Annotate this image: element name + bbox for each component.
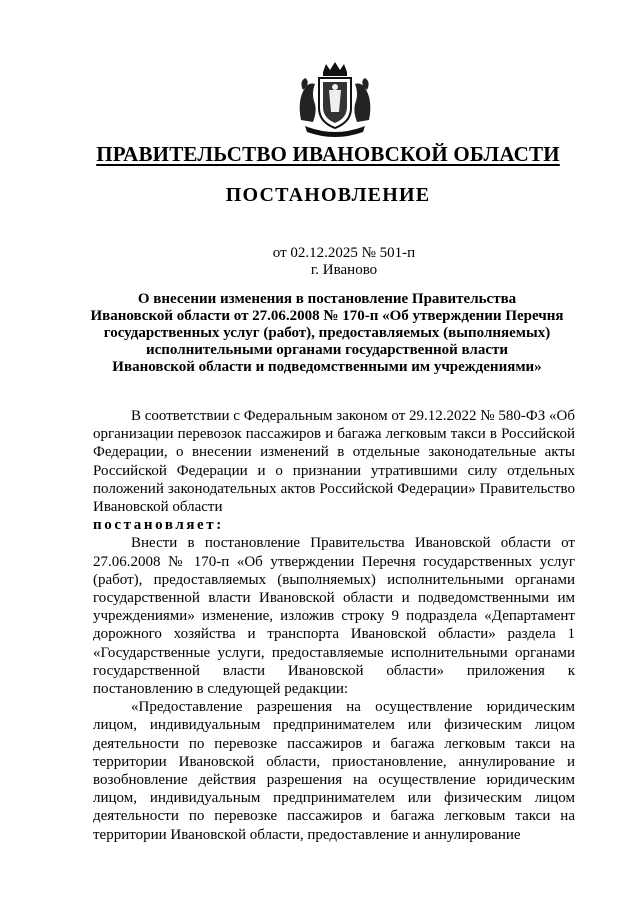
coat-of-arms-icon bbox=[295, 60, 375, 138]
subject-line: государственных услуг (работ), предоставляемых (выполняемых) bbox=[103, 325, 551, 341]
city: г. Иваново bbox=[310, 262, 378, 278]
date-number: от 02.12.2025 № 501-п bbox=[272, 245, 416, 261]
document-type: ПОСТАНОВЛЕНИЕ bbox=[225, 184, 431, 206]
document-subject bbox=[82, 291, 572, 376]
organization-title: ПРАВИТЕЛЬСТВО ИВАНОВСКОЙ ОБЛАСТИ bbox=[96, 142, 560, 166]
resolves-word: постановляет: bbox=[93, 517, 224, 534]
body-paragraph: «Предоставление разрешения на осуществление юридическим лицом, индивидуальным предпринимателем или физическим лицом деятельности по перевозке пассажиров и багажа легковым такси на территории Ивановской области, приостановление, аннулирование и возобновление действия разрешения на осуществление юридическим лицом, индивидуальным предпринимателем или физическим лицом деятельности по перевозке пассажиров и багажа легковым такси на территории Ивановской области, предоставление и аннулирование bbox=[93, 699, 575, 843]
preamble-text: В соответствии с Федеральным законом от 29.12.2022 № 580-ФЗ «Об организации перевозок пассажиров и багажа легковым такси в Российской Федерации, о внесении изменений в отдельные законодательные акты Российской Федерации и о признании утратившими силу отдельных положений законодательных актов Российской Федерации» Правительство Ивановской области bbox=[93, 408, 575, 516]
document-body bbox=[93, 407, 575, 844]
subject-line: Ивановской области и подведомственными им учреждениями» bbox=[112, 359, 542, 375]
body-paragraph: Внести в постановление Правительства Ивановской области от 27.06.2008 № 170-п «Об утверждении Перечня государственных услуг (работ), предоставляемых (выполняемых) исполнительными органами государственной власти Ивановской области и подведомственными им учреждениями» изменение, изложив строку 9 подраздела «Департамент дорожного хозяйства и транспорта Ивановской области» раздела 1 «Государственные услуги, предоставляемые исполнительными органами государственной власти Ивановской области» приложения к постановлению в следующей редакции: bbox=[93, 535, 575, 698]
subject-line: исполнительными органами государственной власти bbox=[145, 342, 509, 358]
subject-line: О внесении изменения в постановление Правительства bbox=[137, 291, 517, 307]
subject-line: Ивановской области от 27.06.2008 № 170-п «Об утверждении Перечня bbox=[90, 308, 564, 324]
document-meta bbox=[24, 245, 640, 279]
preamble-paragraph bbox=[93, 407, 575, 516]
